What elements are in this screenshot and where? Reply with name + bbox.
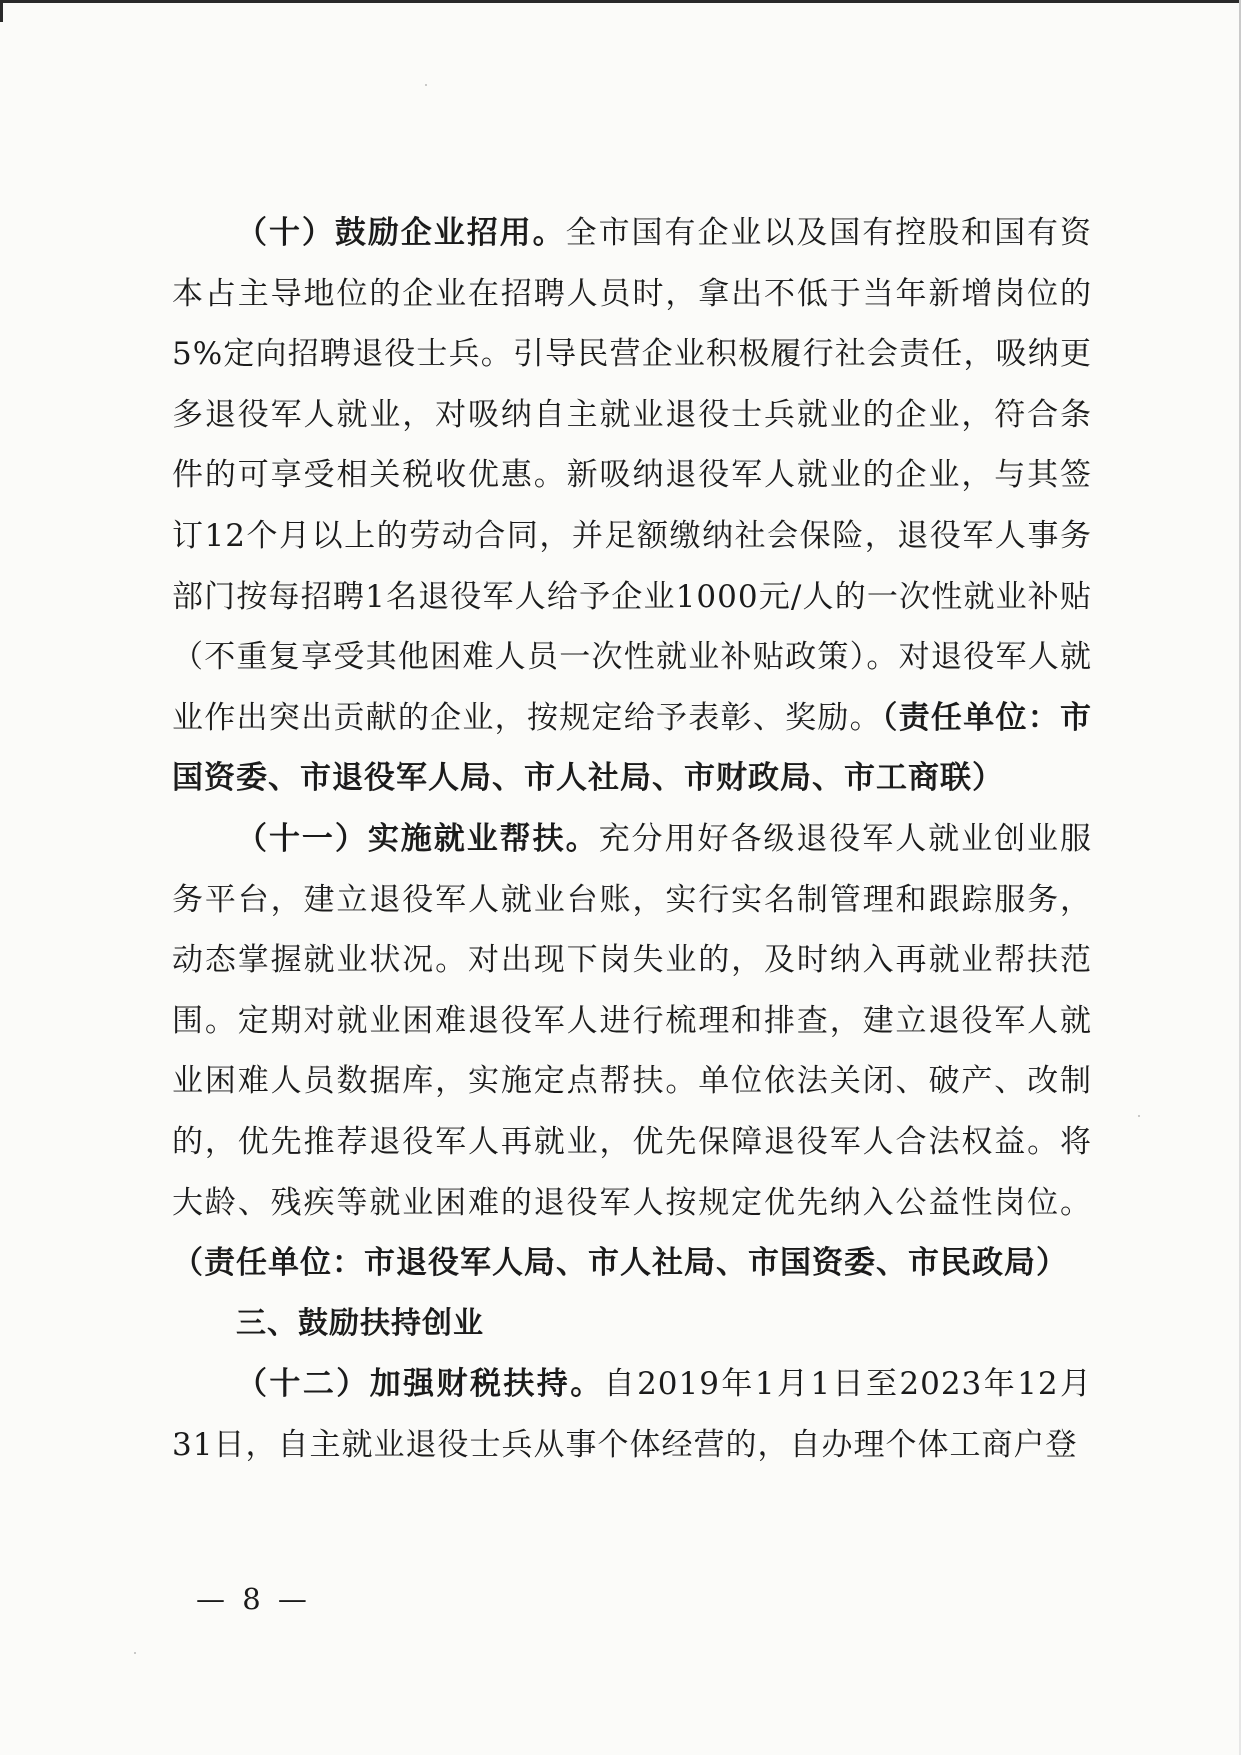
scan-edge-left xyxy=(0,0,3,22)
scan-speck xyxy=(1138,1115,1140,1117)
page-number: — 8 — xyxy=(196,1582,311,1616)
paragraph-item-10 xyxy=(172,203,1092,809)
item-11-responsible-units: （责任单位：市退役军人局、市人社局、市国资委、市民政局） xyxy=(172,1245,1068,1282)
item-10-lead: （十）鼓励企业招用。 xyxy=(236,215,566,251)
document-body xyxy=(172,203,1092,1475)
item-11-lead: （十一）实施就业帮扶。 xyxy=(236,820,599,857)
item-11-body: 充分用好各级退役军人就业创业服务平台，建立退役军人就业台账，实行实名制管理和跟踪服务，动态掌握就业状况。对出现下岗失业的，及时纳入再就业帮扶范围。定期对就业困难退役军人进行梳理和排查，建立退役军人就业困难人员数据库，实施定点帮扶。单位依法关闭、破产、改制的，优先推荐退役军人再就业，优先保障退役军人合法权益。将大龄、残疾等就业困难的退役军人按规定优先纳入公益性岗位。 xyxy=(172,820,1093,1221)
item-12-body: 自2019年1月1日至2023年12月31日，自主就业退役士兵从事个体经营的，自办理个体工商户登 xyxy=(172,1366,1092,1463)
paragraph-item-12 xyxy=(172,1354,1092,1475)
item-10-responsible-units: （责任单位：市国资委、市退役军人局、市人社局、市财政局、市工商联） xyxy=(172,699,1092,797)
scan-speck xyxy=(134,1652,136,1654)
paragraph-item-11 xyxy=(172,809,1092,1294)
item-12-lead: （十二）加强财税扶持。 xyxy=(236,1366,604,1403)
scan-edge-top xyxy=(0,0,1241,3)
section-heading: 三、鼓励扶持创业 xyxy=(236,1305,484,1341)
item-10-body: 全市国有企业以及国有控股和国有资本占主导地位的企业在招聘人员时，拿出不低于当年新增岗位的5%定向招聘退役士兵。引导民营企业积极履行社会责任，吸纳更多退役军人就业，对吸纳自主就业退役士兵就业的企业，符合条件的可享受相关税收优惠。新吸纳退役军人就业的企业，与其签订12个月以上的劳动合同，并足额缴纳社会保险，退役军人事务部门按每招聘1名退役军人给予企业1000元/人的一次性就业补贴（不重复享受其他困难人员一次性就业补贴政策）。对退役军人就业作出突出贡献的企业，按规定给予表彰、奖励。 xyxy=(172,215,1093,736)
scan-speck xyxy=(425,84,427,86)
